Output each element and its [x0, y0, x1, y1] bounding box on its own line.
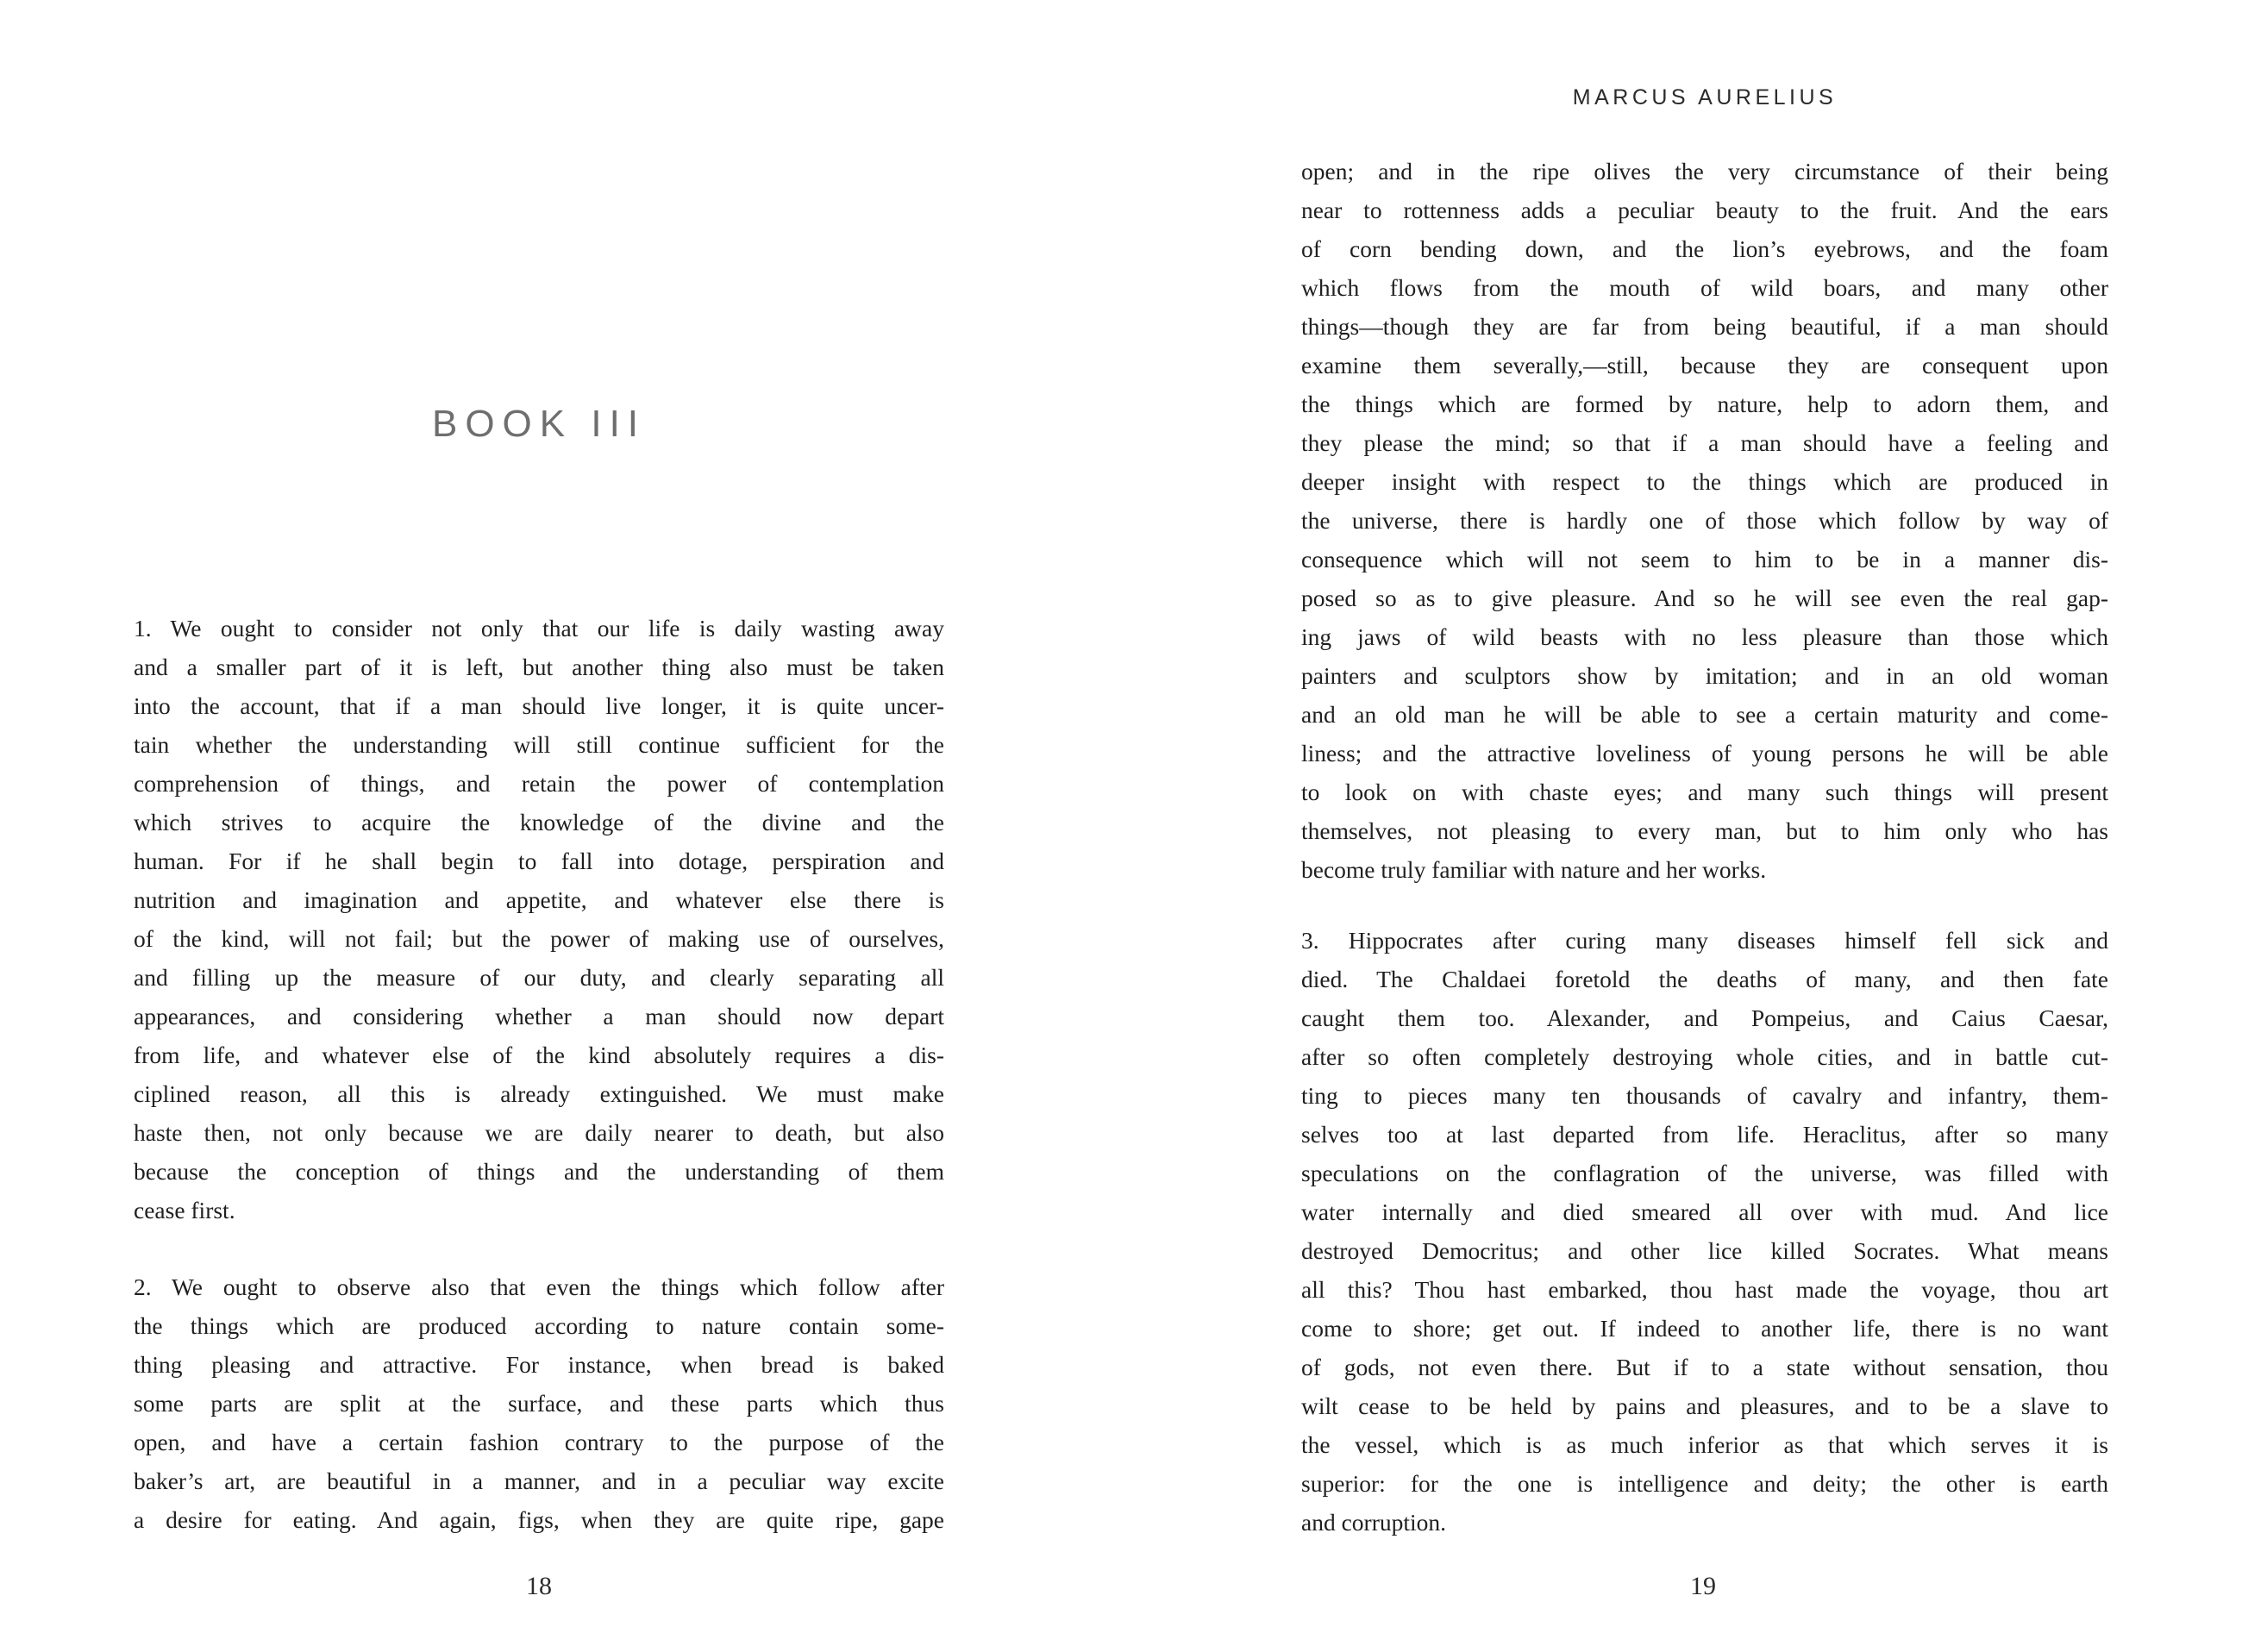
text-line: nutrition and imagination and appetite, and whatever else there is — [134, 886, 944, 913]
text-line: selves too at last departed from life. Heraclitus, after so many — [1301, 1121, 2108, 1148]
text-line: human. For if he shall begin to fall into dotage, perspiration and — [134, 848, 944, 874]
text-line: come to shore; get out. If indeed to another life, there is no want — [1301, 1315, 2108, 1342]
text-line: into the account, that if a man should live longer, it is quite uncer- — [134, 692, 944, 719]
text-line: baker’s art, are beautiful in a manner, and in a peculiar way excite — [134, 1467, 944, 1494]
text-line: open, and have a certain fashion contrary to the purpose of the — [134, 1429, 944, 1455]
text-line: and a smaller part of it is left, but another thing also must be taken — [134, 654, 944, 680]
left-text-column — [134, 609, 944, 1577]
text-line: the things which are formed by nature, help to adorn them, and — [1301, 391, 2108, 417]
text-line: near to rottenness adds a peculiar beauty to the fruit. And the ears — [1301, 197, 2108, 223]
text-line: water internally and died smeared all over with mud. And lice — [1301, 1198, 2108, 1225]
text-line: which strives to acquire the knowledge of the divine and the — [134, 809, 944, 835]
text-line: ting to pieces many ten thousands of cavalry and infantry, them- — [1301, 1082, 2108, 1109]
text-line: after so often completely destroying whole cities, and in battle cut- — [1301, 1043, 2108, 1070]
text-line: comprehension of things, and retain the power of contemplation — [134, 770, 944, 797]
text-line: 3. Hippocrates after curing many diseases himself fell sick and — [1301, 927, 2108, 954]
text-line: destroyed Democritus; and other lice killed Socrates. What means — [1301, 1237, 2108, 1264]
text-line: liness; and the attractive loveliness of young persons he will be able — [1301, 740, 2108, 767]
text-line: 2. We ought to observe also that even the things which follow after — [134, 1273, 944, 1300]
page-number-right: 19 — [1690, 1572, 1716, 1600]
text-line: become truly familiar with nature and her works. — [1301, 856, 1767, 883]
text-line: some parts are split at the surface, and these parts which thus — [134, 1390, 944, 1417]
text-line: caught them too. Alexander, and Pompeius, and Caius Caesar, — [1301, 1004, 2108, 1031]
text-line: and corruption. — [1301, 1509, 1447, 1536]
text-line: because the conception of things and the understanding of them — [134, 1158, 944, 1185]
text-line: 1. We ought to consider not only that our life is daily wasting away — [134, 615, 944, 641]
text-line: thing pleasing and attractive. For instance, when bread is baked — [134, 1351, 944, 1378]
text-line: of the kind, will not fail; but the power of making use of ourselves, — [134, 925, 944, 952]
text-line: things—though they are far from being beautiful, if a man should — [1301, 313, 2108, 340]
text-line: consequence which will not seem to him to be in a manner dis- — [1301, 546, 2108, 573]
text-line: deeper insight with respect to the things which are produced in — [1301, 468, 2108, 495]
text-line: cease first. — [134, 1197, 235, 1223]
text-line: from life, and whatever else of the kind absolutely requires a dis- — [134, 1042, 944, 1068]
page-number-left: 18 — [526, 1572, 552, 1600]
text-line: of gods, not even there. But if to a state without sensation, thou — [1301, 1354, 2108, 1380]
page-right — [1121, 0, 2242, 1652]
text-line: ing jaws of wild beasts with no less pleasure than those which — [1301, 623, 2108, 650]
running-header: MARCUS AURELIUS — [1572, 85, 1838, 110]
paragraph — [134, 1267, 944, 1539]
right-text-column — [1301, 152, 2108, 1574]
text-line: and an old man he will be able to see a certain maturity and come- — [1301, 701, 2108, 728]
text-line: and filling up the measure of our duty, and clearly separating all — [134, 964, 944, 991]
text-line: wilt cease to be held by pains and pleasures, and to be a slave to — [1301, 1392, 2108, 1419]
paragraph — [1301, 152, 2108, 889]
text-line: ciplined reason, all this is already extinguished. We must make — [134, 1080, 944, 1107]
text-line: appearances, and considering whether a man should now depart — [134, 1003, 944, 1029]
text-line: tain whether the understanding will still continue sufficient for the — [134, 731, 944, 758]
text-line: open; and in the ripe olives the very circumstance of their being — [1301, 158, 2108, 185]
text-line: of corn bending down, and the lion’s eyebrows, and the foam — [1301, 235, 2108, 262]
text-line: all this? Thou hast embarked, thou hast made the voyage, thou art — [1301, 1276, 2108, 1303]
text-line: they please the mind; so that if a man should have a feeling and — [1301, 429, 2108, 456]
text-line: the vessel, which is as much inferior as that which serves it is — [1301, 1431, 2108, 1458]
text-line: the things which are produced according to nature contain some- — [134, 1312, 944, 1339]
paragraph — [1301, 921, 2108, 1542]
text-line: to look on with chaste eyes; and many such things will present — [1301, 779, 2108, 805]
text-line: themselves, not pleasing to every man, but to him only who has — [1301, 817, 2108, 844]
text-line: speculations on the conflagration of the universe, was filled with — [1301, 1160, 2108, 1186]
text-line: which flows from the mouth of wild boars, and many other — [1301, 274, 2108, 301]
text-line: the universe, there is hardly one of those which follow by way of — [1301, 507, 2108, 534]
text-line: painters and sculptors show by imitation; and in an old woman — [1301, 662, 2108, 689]
text-line: died. The Chaldaei foretold the deaths of many, and then fate — [1301, 966, 2108, 992]
text-line: a desire for eating. And again, figs, when they are quite ripe, gape — [134, 1506, 944, 1533]
text-line: examine them severally,—still, because they are consequent upon — [1301, 352, 2108, 379]
text-line: superior: for the one is intelligence and deity; the other is earth — [1301, 1470, 2108, 1497]
text-line: posed so as to give pleasure. And so he will see even the real gap- — [1301, 585, 2108, 611]
text-line: haste then, not only because we are daily nearer to death, but also — [134, 1119, 944, 1146]
paragraph — [134, 609, 944, 1230]
chapter-heading: BOOK III — [431, 403, 647, 445]
